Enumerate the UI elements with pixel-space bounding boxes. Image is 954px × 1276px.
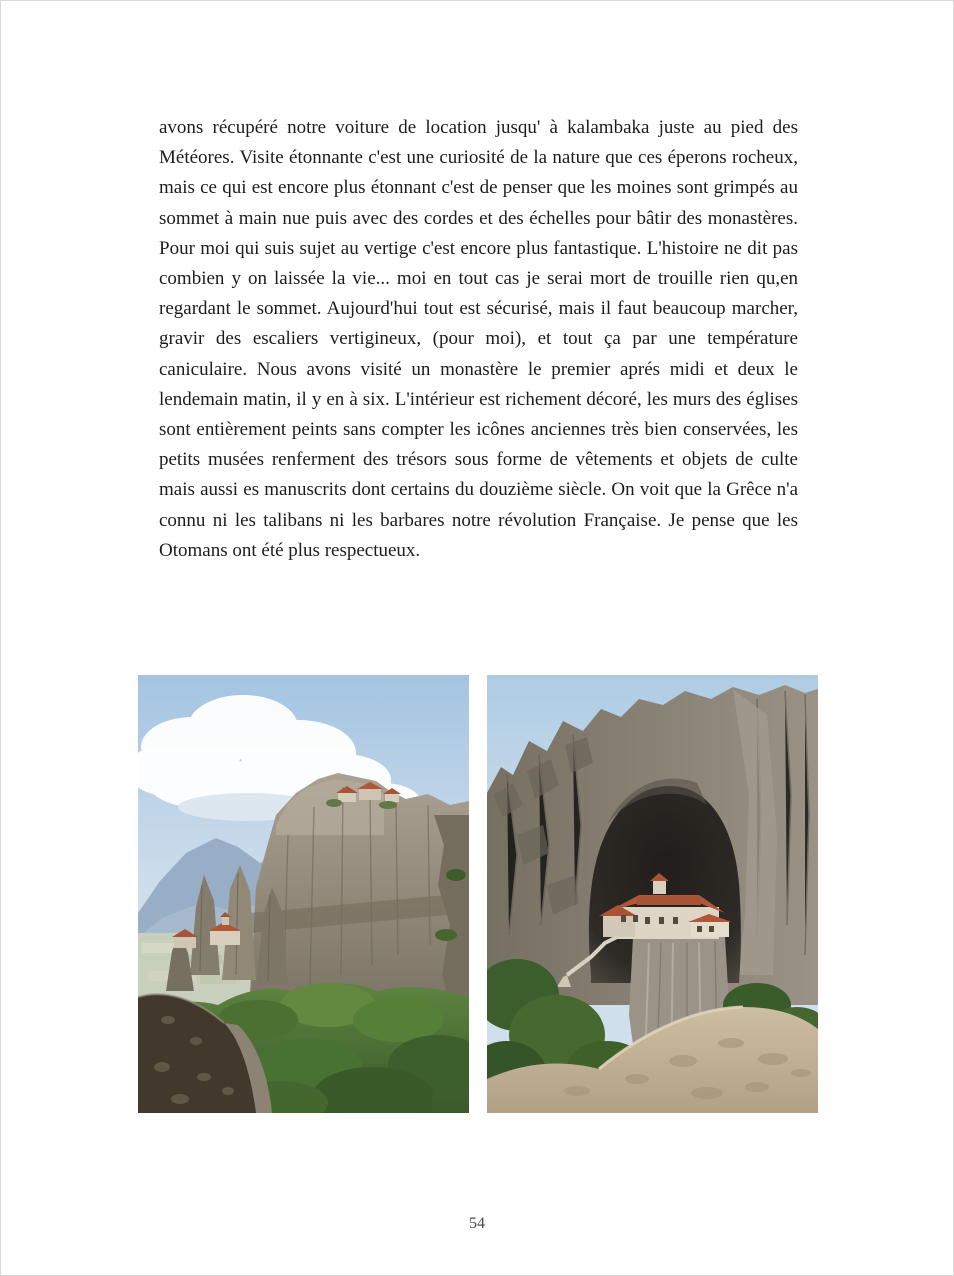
- article-paragraph: avons récupéré notre voiture de location jusqu' à kalambaka juste au pied des Météores. Visite étonnante c'est une curiosité de la nature que ces éperons rocheux, mais ce qui est encore plus étonnant c'est de penser que les moines sont grimpés au sommet à main nue puis avec des cordes et des échelles pour bâtir des monastères. Pour moi qui suis sujet au vertige c'est encore plus fantastique. L'histoire ne dit pas combien y on laissée la vie... moi en tout cas je serai mort de trouille rien qu,en regardant le sommet. Aujourd'hui tout est sécurisé, mais il faut beaucoup marcher, gravir des escaliers vertigineux, (pour moi), et tout ça par une température caniculaire. Nous avons visité un monastère le premier aprés midi et deux le lendemain matin, il y en à six. L'intérieur est richement décoré, les murs des églises sont entièrement peints sans compter les icônes anciennes très bien conservées, les petits musées renferment des trésors sous forme de vêtements et objets de culte mais aussi es manuscrits dont certains du douzième siècle. On voit que la Grêce n'a connu ni les talibans ni les barbares notre révolution Française. Je pense que les Otomans ont été plus respectueux.: [159, 117, 798, 561]
- page-number: 54: [469, 1215, 485, 1232]
- meteora-valley-illustration: [138, 675, 469, 1113]
- photo-meteora-valley: [138, 675, 469, 1113]
- photo-row: [138, 675, 818, 1113]
- roussanou-monastery-illustration: [487, 675, 818, 1113]
- photo-roussanou-monastery: [487, 675, 818, 1113]
